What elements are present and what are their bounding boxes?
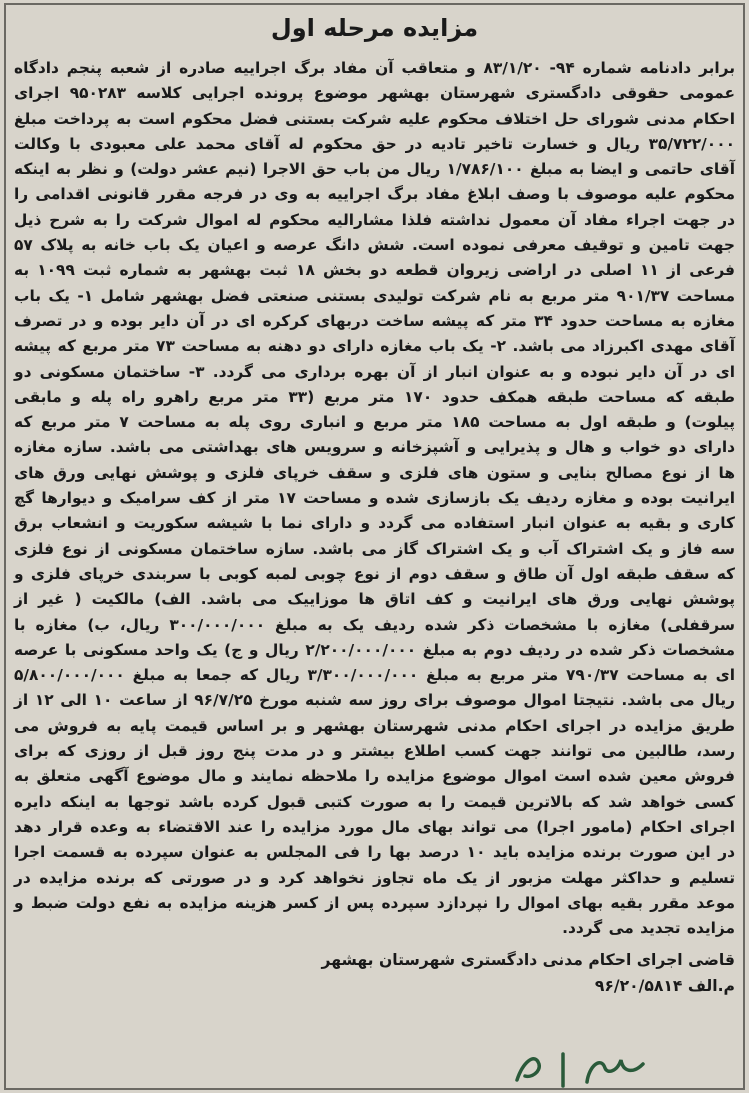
notice-title: مزایده مرحله اول xyxy=(270,14,479,42)
reference-number: م.الف ۹۶/۲۰/۵۸۱۴ xyxy=(594,977,735,996)
judge-signature-line: قاضی اجرای احکام مدنی دادگستری شهرستان بهشهر xyxy=(321,951,735,970)
handwritten-mark xyxy=(505,1042,655,1092)
notice-body: برابر دادنامه شماره ۹۴- ۸۳/۱/۲۰ و متعاقب آن مفاد برگ اجراییه صادره از شعبه پنجم دادگاه عمومی حقوقی دادگستری شهرستان بهشهر موضوع پرونده اجرایی کلاسه ۹۵۰۲۸۳ اجرای احکام مدنی شورای حل اختلاف محکوم علیه شرکت بستنی فضل محکوم است به پرداخت مبلغ ۳۵/۷۲۲/۰۰۰ ریال و خسارت تاخیر تادیه در حق محکوم له آقای محمد علی معبودی با وکالت آقای حاتمی و ایضا به مبلغ ۱/۷۸۶/۱۰۰ ریال من باب حق الاجرا (نیم عشر دولت) و نظر به اینکه محکوم علیه موصوف با وصف ابلاغ مفاد برگ اجراییه به وی در فرجه مقرر قانونی اقدامی را در جهت اجراء مفاد آن معمول نداشته فلذا مشارالیه محکوم له اموال شرکت را به شرح ذیل جهت تامین و توقیف معرفی نموده است. شش دانگ عرصه و اعیان یک باب خانه به پلاک ۵۷ فرعی از ۱۱ اصلی در اراضی زیروان قطعه دو بخش ۱۸ ثبت بهشهر به شماره ثبت ۱۰۹۹ به مساحت ۹۰۱/۳۷ متر مربع به نام شرکت تولیدی بستنی صنعتی فضل بهشهر شامل ۱- یک باب مغازه به مساحت حدود ۳۴ متر که پیشه ساخت دربهای کرکره ای در آن دایر بوده و در تصرف آقای مهدی اکبرزاد می باشد. ۲- یک باب مغازه دارای دو دهنه به مساحت ۷۳ متر مربع که پیشه ای در آن دایر نبوده و به عنوان انبار از آن بهره برداری می گردد. ۳- ساختمان مسکونی دو طبقه که مساحت طبقه همکف حدود ۱۷۰ متر مربع (۳۳ متر مربع راهرو راه پله و مابقی پیلوت) و طبقه اول به مساحت ۱۸۵ متر مربع و انباری روی پله به مساحت ۷ متر مربع که دارای دو خواب و هال و پذیرایی و آشپزخانه و سرویس های بهداشتی می باشد. سازه مغازه ها از نوع مصالح بنایی و ستون های فلزی و سقف خرپای فلزی و پوشش نهایی ورق های ایرانیت بوده و مغازه ردیف یک بازسازی شده و مساحت ۱۷ متر از کف سرامیک و دیوارها گچ کاری و بقیه به عنوان انبار استفاده می گردد و دارای نما با شیشه سکوریت و انشعاب برق سه فاز و یک اشتراک آب و یک اشتراک گاز می باشد. سازه ساختمان مسکونی از نوع فلزی که سقف طبقه اول آن طاق و سقف دوم از نوع چوبی لمبه کوبی با سربندی خرپای فلزی و پوشش نهایی ورق های ایرانیت و کف اتاق ها موزاییک می باشد. الف) مالکیت ( غیر از سرقفلی) مغازه با مشخصات ذکر شده ردیف یک به مبلغ ۳۰۰/۰۰۰/۰۰۰ ریال، ب) مغازه با مشخصات ذکر شده در ردیف دوم به مبلغ ۲/۲۰۰/۰۰۰/۰۰۰ ریال و ج) یک واحد مسکونی با عرصه ای به مساحت ۷۹۰/۳۷ متر مربع به مبلغ ۳/۳۰۰/۰۰۰/۰۰۰ ریال که جمعا به مبلغ ۵/۸۰۰/۰۰۰/۰۰۰ ریال می باشد. نتیجتا اموال موصوف برای روز سه شنبه مورخ ۹۶/۷/۲۵ از ساعت ۱۰ الی ۱۲ از طریق مزایده در اجرای احکام مدنی شهرستان بهشهر و بر اساس قیمت پایه به فروش می رسد، طالبین می توانند جهت کسب اطلاع بیشتر و در مدت پنج روز قبل از روزی که برای فروش معین شده است اموال موضوع مزایده را ملاحظه نمایند و مال موضوع آگهی متعلق به کسی خواهد شد که بالاترین قیمت را به صورت کتبی قبول کرده باشد توجها به اینکه دایره اجرای احکام (مامور اجرا) می تواند بهای مال مورد مزایده را عند الاقتضاء به وعده قرار دهد در این صورت برنده مزایده باید ۱۰ درصد بها را فی المجلس به عنوان سپرده به قسمت اجرا تسلیم و حداکثر مهلت مزبور از یک ماه تجاوز نخواهد کرد و در صورتی که برنده مزایده در موعد مقرر بقیه بهای اموال را نپردازد سپرده پس از کسر هزینه مزایده به نفع دولت ضبط و مزایده تجدید می گردد. xyxy=(14,59,736,938)
